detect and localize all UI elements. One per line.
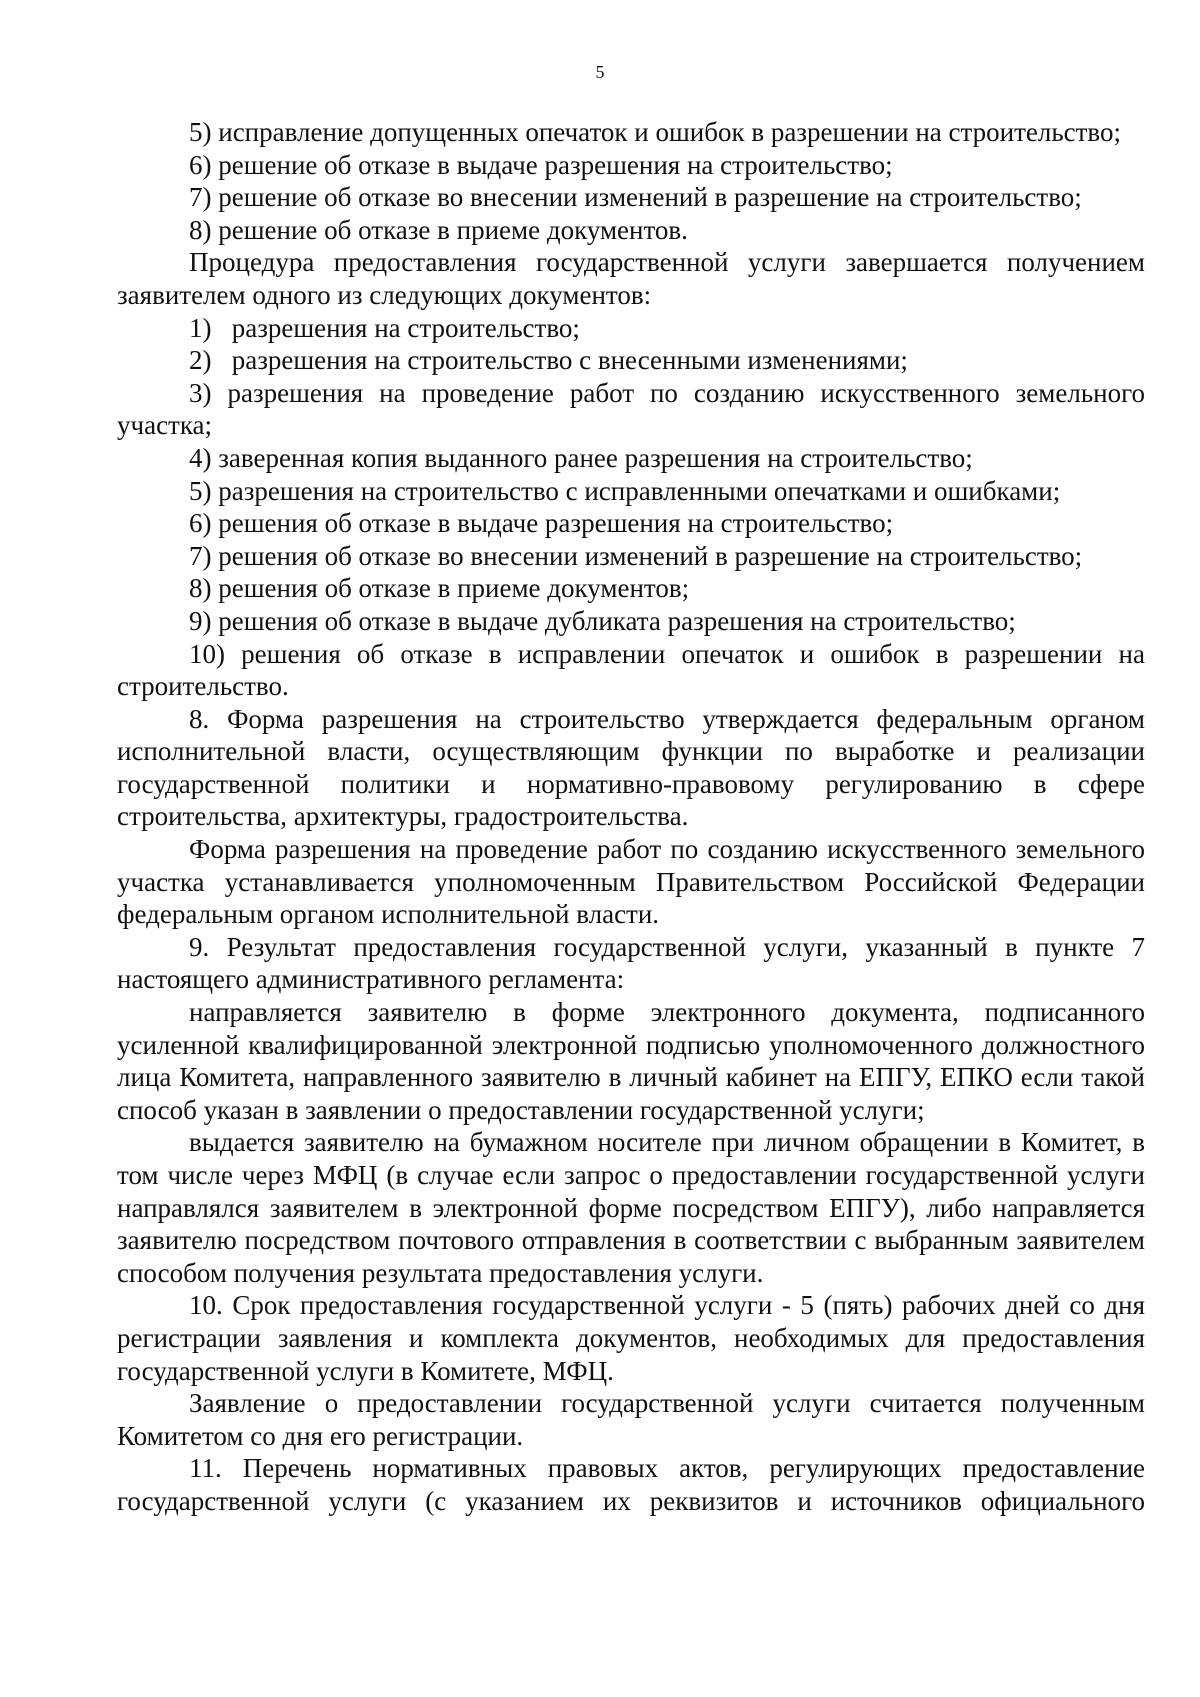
paragraph: Заявление о предоставлении государственной услуги считается полученным Комитетом со дня его регистрации. (117, 1388, 1145, 1451)
paragraph: 10. Срок предоставления государственной услуги - 5 (пять) рабочих дней со дня регистрации заявления и комплекта документов, необходимых для предоставления государственной услуги в Комитете, МФЦ. (117, 1290, 1145, 1386)
paragraph: 9. Результат предоставления государственной услуги, указанный в пункте 7 настоящего административного регламента: (117, 931, 1145, 995)
paragraph: выдается заявителю на бумажном носителе при личном обращении в Комитет, в том числе через МФЦ (в случае если запрос о предоставлении государственной услуги направлялся заявителем в электронной форме посредством ЕПГУ), либо направляется заявителю посредством почтового отправления в соответствии с выбранным заявителем способом получения результата предоставления услуги. (117, 1127, 1145, 1288)
paragraph: 11. Перечень нормативных правовых актов, регулирующих предоставление государственной услуги (с указанием их реквизитов и источников официального (117, 1453, 1145, 1516)
paragraph: 9) решения об отказе в выдаче дубликата разрешения на строительство; (189, 605, 1016, 636)
paragraph: 7) решение об отказе во внесении изменений в разрешение на строительство; (189, 182, 1082, 213)
paragraph: 1) разрешения на строительство; (189, 312, 580, 343)
paragraph: 2) разрешения на строительство с внесенными изменениями; (189, 345, 908, 376)
page-number: 5 (595, 62, 605, 82)
paragraph: 6) решение об отказе в выдаче разрешения на строительство; (189, 149, 893, 180)
paragraph: 8) решение об отказе в приеме документов. (189, 214, 688, 245)
paragraph: 8. Форма разрешения на строительство утверждается федеральным органом исполнительной власти, осуществляющим функции по выработке и реализации государственной политики и нормативно-правовому регулированию в сфере строительства, архитектуры, градостроительства. (117, 703, 1145, 832)
paragraph: 5) исправление допущенных опечаток и ошибок в разрешении на строительство; (189, 117, 1121, 147)
paragraph: Форма разрешения на проведение работ по созданию искусственного земельного участка устанавливается уполномоченным Правительством Российской Федерации федеральным органом исполнительной власти. (117, 834, 1145, 930)
paragraph: 6) решения об отказе в выдаче разрешения на строительство; (189, 508, 894, 539)
paragraph: 4) заверенная копия выданного ранее разрешения на строительство; (189, 442, 973, 473)
paragraph: 10) решения об отказе в исправлении опечаток и ошибок в разрешении на строительство. (117, 638, 1145, 702)
paragraph: Процедура предоставления государственной услуги завершается получением заявителем одного из следующих документов: (117, 247, 1145, 310)
paragraph: 7) решения об отказе во внесении изменений в разрешение на строительство; (189, 540, 1083, 571)
document-body (117, 116, 1145, 1518)
paragraph: 8) решения об отказе в приеме документов; (189, 573, 690, 604)
paragraph: направляется заявителю в форме электронного документа, подписанного усиленной квалифицированной электронной подписью уполномоченного должностного лица Комитета, направленного заявителю в личный кабинет на ЕПГУ, ЕПКО если такой способ указан в заявлении о предоставлении государственной услуги; (117, 997, 1145, 1125)
paragraph: 5) разрешения на строительство с исправленными опечатками и ошибками; (189, 475, 1061, 506)
paragraph: 3) разрешения на проведение работ по созданию искусственного земельного участка; (117, 377, 1145, 441)
